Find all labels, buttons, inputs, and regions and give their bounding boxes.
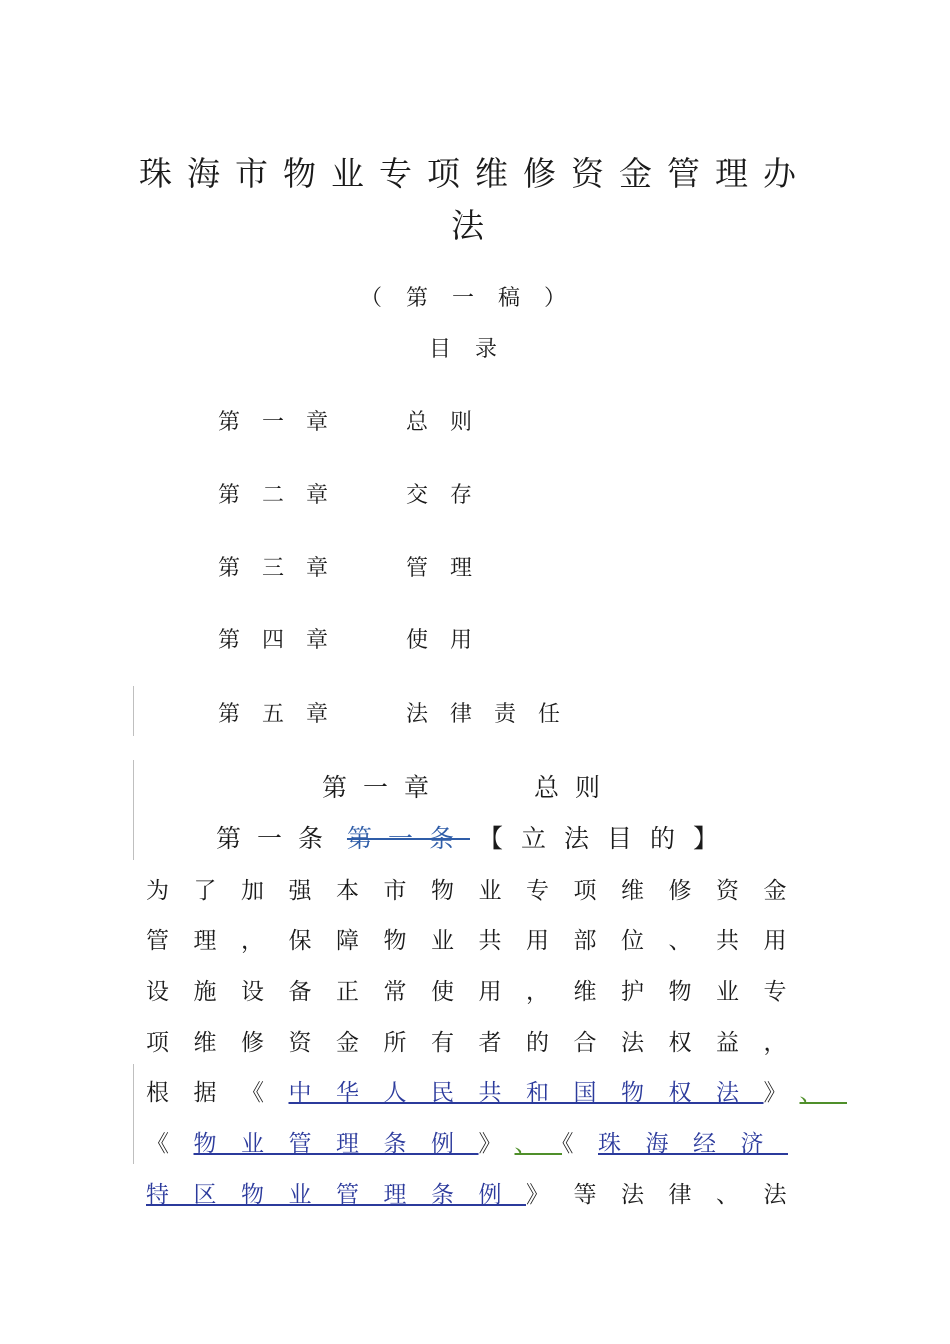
body-line [146,1074,847,1107]
toc-chapter-name: 管理 [406,556,495,581]
body-text: 《 [146,1131,194,1157]
body-text: 》 [763,1080,800,1106]
law-link[interactable]: 珠海经济 [598,1131,788,1157]
toc-chapter: 第五章 [218,702,351,727]
toc-chapter-name: 法律责任 [406,702,583,727]
document-title-line-1: 珠海市物业专项维修资金管理办 [139,154,811,193]
body-text: 》等法律、法 [526,1182,811,1208]
inserted-text: 、 [514,1131,562,1157]
body-line [146,1176,811,1209]
toc-item[interactable] [218,697,583,728]
revision-change-bar [133,1064,134,1164]
revision-change-bar [133,686,134,736]
toc-chapter: 第四章 [218,628,351,653]
body-line [146,1125,788,1158]
article-label: 第一条 [216,824,340,853]
inserted-text: 、 [799,1080,847,1106]
document-title-line-2: 法 [451,206,499,245]
toc-item[interactable] [218,551,495,582]
toc-item[interactable] [218,623,495,654]
law-link[interactable]: 物业管理条例 [193,1131,479,1157]
article-title: 【立法目的】 [477,824,736,853]
body-text: 根据《 [146,1080,289,1106]
toc-chapter-name: 交存 [406,483,495,508]
law-link[interactable]: 中华人民共和国物权法 [288,1080,764,1106]
body-line: 为了加强本市物业专项维修资金 [146,878,811,904]
toc-item[interactable] [218,478,495,509]
article-heading [216,819,736,855]
toc-chapter-name: 总则 [406,410,495,435]
toc-chapter: 第二章 [218,483,351,508]
deleted-text: 第一条 [346,824,470,853]
toc-item[interactable] [218,405,495,436]
body-text: 《 [562,1131,598,1157]
toc-chapter-name: 使用 [406,628,495,653]
law-link[interactable]: 特区物业管理条例 [146,1182,526,1208]
chapter-name: 总则 [534,773,617,802]
toc-chapter: 第一章 [218,410,351,435]
toc-heading: 目录 [428,337,521,362]
toc-chapter: 第三章 [218,556,351,581]
body-line: 项维修资金所有者的合法权益， [146,1030,811,1056]
body-line: 设施设备正常使用，维护物业专 [146,979,811,1005]
chapter-heading: 第一章 [322,773,446,802]
revision-change-bar [133,760,134,860]
body-text: 》 [478,1131,515,1157]
draft-label: （第一稿） [359,286,590,311]
body-line: 管理，保障物业共用部位、共用 [146,928,811,954]
